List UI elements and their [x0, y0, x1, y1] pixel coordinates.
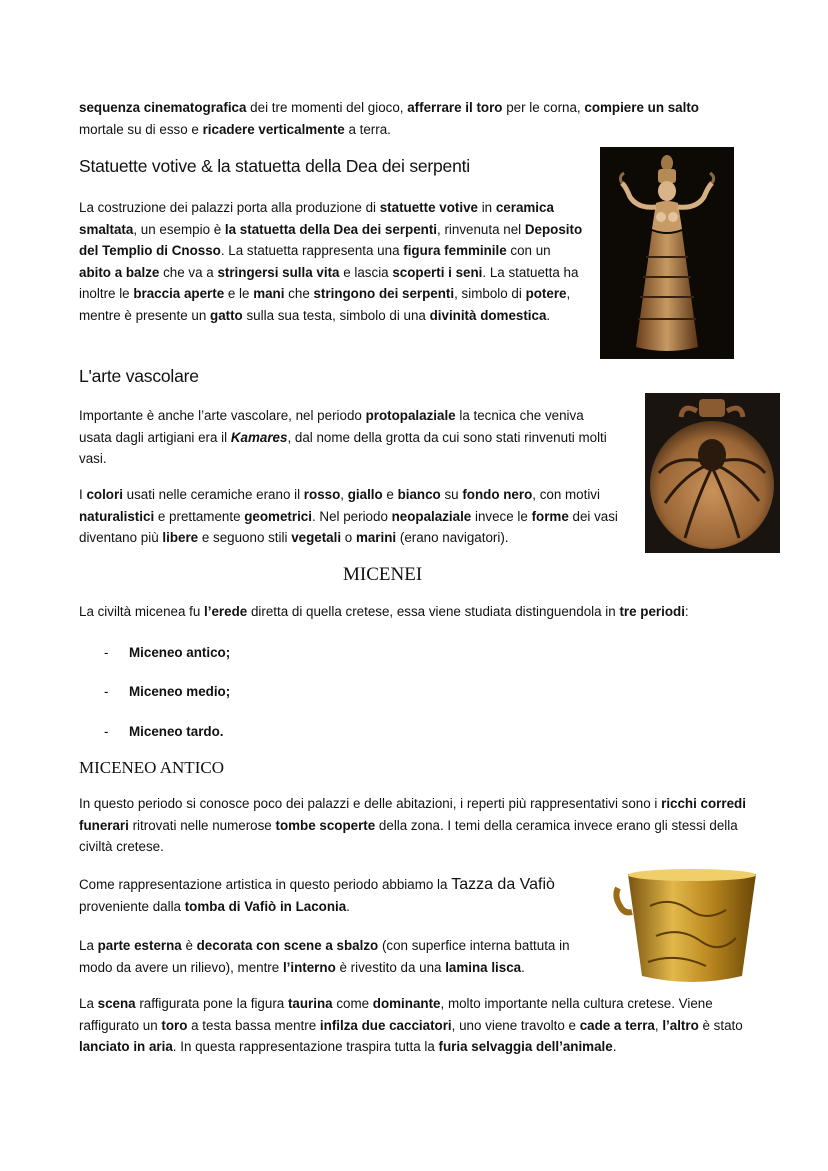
paragraph-antico-1: In questo periodo si conosce poco dei palazzi e delle abitazioni, i reperti più rappresentativi sono i ricchi corredi funerari ritrovati nelle numerose tombe scoperte della zona. I temi della ceramica invece erano gli stessi della civiltà cretese. — [79, 796, 746, 854]
paragraph-vascolare-2: I colori usati nelle ceramiche erano il rosso, giallo e bianco su fondo nero, con motivi naturalistici e prettamente geometrici. Nel periodo neopalaziale invece le forme dei vasi diventano più libere e seguono stili vegetali o marini (erano navigatori). — [79, 487, 618, 545]
intro-paragraph: sequenza cinematografica dei tre momenti del gioco, afferrare il toro per le corna, compiere un salto mortale su di esso e ricadere verticalmente a terra. — [79, 100, 699, 137]
snake-goddess-image — [600, 147, 734, 359]
paragraph-statuette: La costruzione dei palazzi porta alla produzione di statuette votive in ceramica smaltata, un esempio è la statuetta della Dea dei serpenti, rinvenuta nel Deposito del Templio di Cnosso. La statuetta rappresenta una figura femminile con un abito a balze che va a stringersi sulla vita e lascia scoperti i seni. La statuetta ha inoltre le braccia aperte e le mani che stringono dei serpenti, simbolo di potere, mentre è presente un gatto sulla sua testa, simbolo di una divinità domestica. — [79, 200, 583, 323]
heading-vascolare: L'arte vascolare — [79, 366, 199, 386]
list-dash-1: - — [104, 645, 109, 660]
vafio-cup-image — [610, 866, 762, 990]
list-item-miceneo-medio: Miceneo medio; — [129, 684, 231, 699]
paragraph-micenei: La civiltà micenea fu l’erede diretta di quella cretese, essa viene studiata distinguendola in tre periodi: — [79, 604, 689, 619]
paragraph-antico-3: La parte esterna è decorata con scene a sbalzo (con superfice interna battuta in modo da avere un rilievo), mentre l’interno è rivestito da una lamina lisca. — [79, 938, 570, 975]
heading-micenei: MICENEI — [343, 564, 423, 585]
list-item-miceneo-tardo: Miceneo tardo. — [129, 724, 224, 739]
list-item-miceneo-antico: Miceneo antico; — [129, 645, 231, 660]
paragraph-antico-4: La scena raffigurata pone la figura taurina come dominante, molto importante nella cultura cretese. Viene raffigurato un toro a testa bassa mentre infilza due cacciatori, uno viene travolto e cade a terra, l’altro è stato lanciato in aria. In questa rappresentazione traspira tutta la furia selvaggia dell’animale. — [79, 996, 743, 1054]
paragraph-vascolare-1: Importante è anche l’arte vascolare, nel periodo protopalaziale la tecnica che veniva usata dagli artigiani era il Kamares, dal nome della grotta da cui sono stati rinvenuti molti vasi. — [79, 408, 607, 466]
list-dash-3: - — [104, 724, 109, 739]
paragraph-antico-2: Come rappresentazione artistica in questo periodo abbiamo la Tazza da Vafiò proveniente dalla tomba di Vafiò in Laconia. — [79, 876, 555, 914]
octopus-vase-image — [645, 393, 780, 553]
heading-miceneo-antico: MICENEO ANTICO — [79, 758, 224, 777]
list-dash-2: - — [104, 684, 109, 699]
heading-statuette: Statuette votive & la statuetta della Dea dei serpenti — [79, 156, 470, 176]
